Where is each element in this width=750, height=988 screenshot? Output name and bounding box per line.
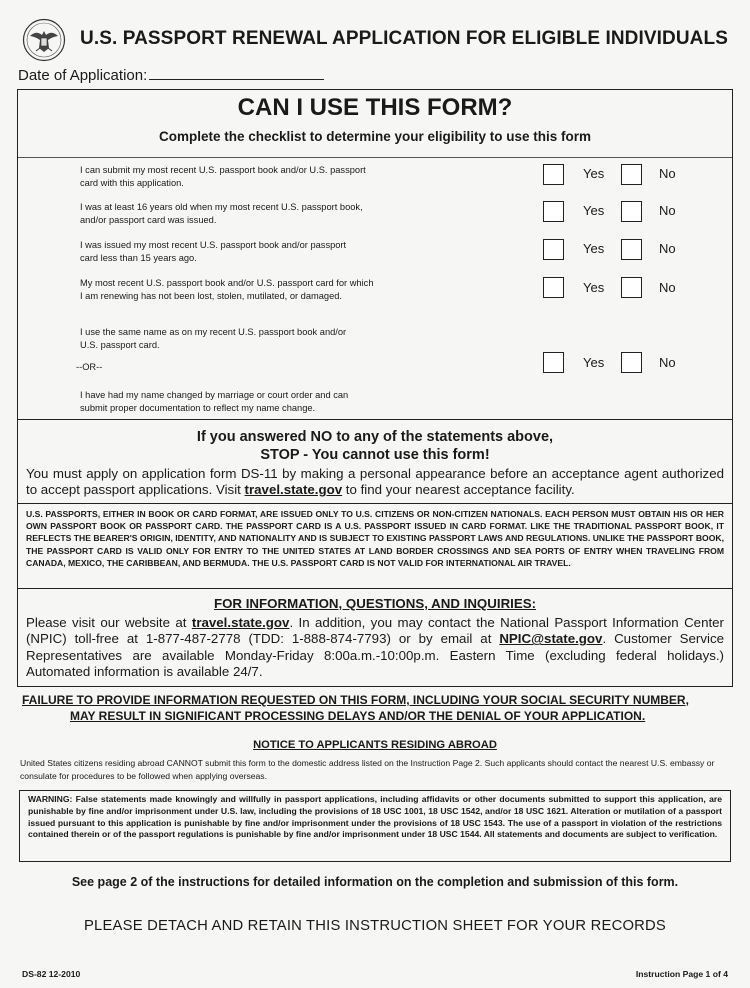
yes-label: Yes [583, 280, 605, 295]
failure-notice: FAILURE TO PROVIDE INFORMATION REQUESTED ON THIS FORM, INCLUDING YOUR SOCIAL SECURITY NUMBER, MAY RESULT IN SIGNIFICANT PROCESSING DELAYS AND/OR THE DENIAL OF YOUR APPLICATION. [22, 693, 689, 723]
page-number: Instruction Page 1 of 4 [635, 969, 728, 979]
yes-checkbox[interactable] [543, 352, 564, 373]
yes-checkbox[interactable] [543, 201, 564, 222]
see-page-note: See page 2 of the instructions for detailed information on the completion and submission of this form. [71, 875, 679, 889]
passport-card-notice [17, 504, 733, 589]
travel-state-gov-link[interactable]: travel.state.gov [244, 482, 343, 497]
no-checkbox[interactable] [621, 201, 642, 222]
checklist-item: My most recent U.S. passport book and/or U.S. passport card for which I am renewing has not been lost, stolen, mutilated, or damaged. [80, 278, 374, 301]
eagle-seal-icon [22, 18, 66, 62]
no-label: No [659, 355, 676, 370]
divider [18, 157, 732, 158]
or-separator: --OR-- [76, 362, 103, 372]
checklist-subheading: Complete the checklist to determine your eligibility to use this form [158, 129, 592, 144]
warning-text: WARNING: False statements made knowingly and willfully in passport applications, including affidavits or other documents submitted to support this application, are punishable by fine and/or imprisonment under U.S. law, including the provisions of 18 USC 1001, 18 USC 1542, and/or 18 USC 1621. Alteration or mutilation of a passport issued pursuant to this application is punishable by fine and/or imprisonment under the provisions of 18 USC 1543. The use of a passport in violation of the restrictions contained therein or of the passport regulations is punishable by fine and/or imprisonment under 18 USC 1544. All statements and documents are subject to verification. [28, 794, 722, 840]
form-id: DS-82 12-2010 [22, 969, 81, 979]
yes-checkbox[interactable] [543, 164, 564, 185]
date-of-application [18, 65, 324, 84]
checklist-item: I was at least 16 years old when my most recent U.S. passport book, and/or passport card was issued. [80, 202, 363, 225]
yes-label: Yes [583, 166, 605, 181]
no-checkbox[interactable] [621, 239, 642, 260]
yes-label: Yes [583, 241, 605, 256]
no-checkbox[interactable] [621, 277, 642, 298]
stop-notice [17, 420, 733, 504]
date-label: Date of Application: [18, 67, 148, 84]
eligibility-checklist [17, 89, 733, 420]
no-label: No [659, 203, 676, 218]
checklist-item-alt: I have had my name changed by marriage or court order and can submit proper documentation to reflect my name change. [80, 390, 349, 413]
no-label: No [659, 166, 676, 181]
no-checkbox[interactable] [621, 352, 642, 373]
info-heading: FOR INFORMATION, QUESTIONS, AND INQUIRIES: [213, 596, 537, 611]
form-title: U.S. PASSPORT RENEWAL APPLICATION FOR ELIGIBLE INDIVIDUALS [80, 28, 728, 49]
checklist-item: I use the same name as on my recent U.S. passport book and/or U.S. passport card. [80, 327, 347, 350]
yes-checkbox[interactable] [543, 239, 564, 260]
checklist-item: I can submit my most recent U.S. passport book and/or U.S. passport card with this application. [80, 165, 366, 188]
yes-checkbox[interactable] [543, 277, 564, 298]
abroad-heading: NOTICE TO APPLICANTS RESIDING ABROAD [253, 739, 497, 751]
info-text: Please visit our website at travel.state.gov. In addition, you may contact the National Passport Information Center (NPIC) toll-free at 1-877-487-2778 (TDD: 1-888-874-7793) or by email at NPIC@state.gov. Customer Service Representatives are available Monday-Friday 8:00a.m.-10:00p.m. Eastern Time (excluding federal holidays.) Automated information is available 24/7. [26, 615, 724, 679]
detach-instruction: PLEASE DETACH AND RETAIN THIS INSTRUCTION SHEET FOR YOUR RECORDS [83, 918, 667, 934]
yes-label: Yes [583, 203, 605, 218]
information-box [17, 589, 733, 687]
stop-text: You must apply on application form DS-11 by making a personal appearance before an acceptance agent authorized to accept passport applications. Visit travel.state.gov to find your nearest acceptance facility. [26, 466, 724, 497]
stop-heading: If you answered NO to any of the statements above, STOP - You cannot use this form! [196, 429, 554, 463]
email-link[interactable]: NPIC@state.gov [499, 631, 603, 647]
date-field[interactable] [149, 65, 324, 80]
yes-label: Yes [583, 355, 605, 370]
website-link[interactable]: travel.state.gov [191, 615, 290, 630]
no-label: No [659, 241, 676, 256]
checklist-item: I was issued my most recent U.S. passport book and/or passport card less than 15 years ago. [80, 240, 347, 263]
no-checkbox[interactable] [621, 164, 642, 185]
warning-box [19, 790, 731, 862]
no-label: No [659, 280, 676, 295]
checklist-heading: CAN I USE THIS FORM? [237, 94, 513, 121]
abroad-text: United States citizens residing abroad CANNOT submit this form to the domestic address listed on the Instruction Page 2. Such applicants should contact the nearest U.S. embassy or consulate for procedures to be followed when applying overseas. [20, 758, 715, 781]
card-notice-text: U.S. PASSPORTS, EITHER IN BOOK OR CARD FORMAT, ARE ISSUED ONLY TO U.S. CITIZENS OR NON-CITIZEN NATIONALS. EACH PERSON MUST OBTAIN HIS OR HER OWN PASSPORT BOOK OR PASSPORT CARD. THE PASSPORT CARD IS A U.S. PASSPORT ISSUED IN CARD FORMAT. LIKE THE TRADITIONAL PASSPORT BOOK, IT REFLECTS THE BEARER'S ORIGIN, IDENTITY, AND NATIONALITY AND IS SUBJECT TO EXISTING PASSPORT LAWS AND REGULATIONS. UNLIKE THE PASSPORT BOOK, THE PASSPORT CARD IS VALID ONLY FOR ENTRY TO THE UNITED STATES AT LAND BORDER CROSSINGS AND SEA PORTS OF ENTRY WHEN TRAVELING FROM CANADA, MEXICO, THE CARIBBEAN, AND BERMUDA. THE U.S. PASSPORT CARD IS NOT VALID FOR INTERNATIONAL AIR TRAVEL. [26, 509, 724, 568]
